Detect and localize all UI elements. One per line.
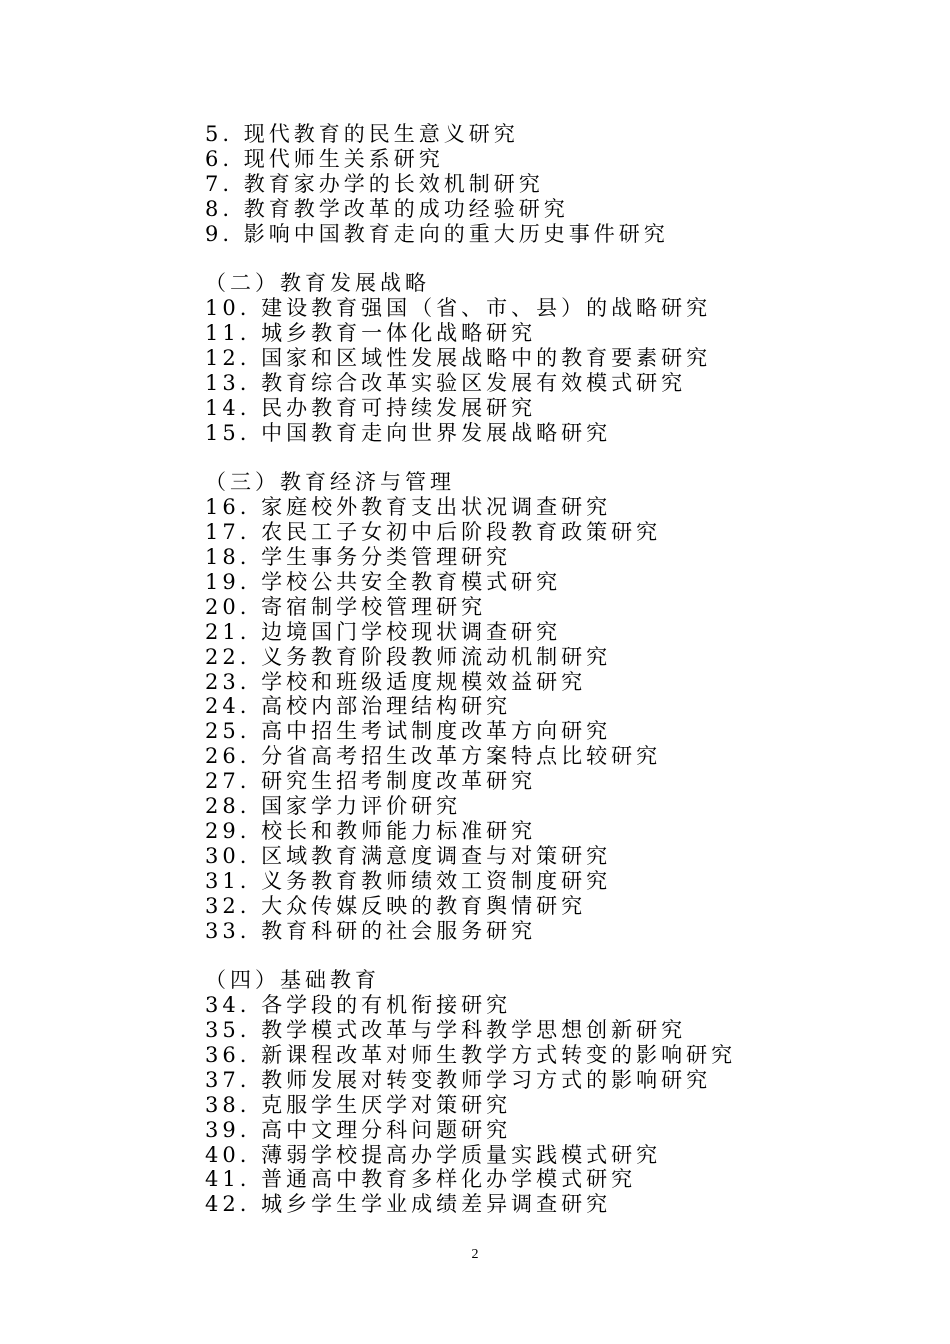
list-item: 36. 新课程改革对师生教学方式转变的影响研究	[205, 1042, 737, 1067]
list-item: 37. 教师发展对转变教师学习方式的影响研究	[205, 1067, 712, 1092]
section-spacer	[205, 446, 925, 471]
list-item: 14. 民办教育可持续发展研究	[205, 395, 537, 420]
list-item: 39. 高中文理分科问题研究	[205, 1117, 512, 1142]
list-item: 7. 教育家办学的长效机制研究	[205, 171, 544, 196]
list-item: 21. 边境国门学校现状调查研究	[205, 619, 562, 644]
list-item: 38. 克服学生厌学对策研究	[205, 1092, 512, 1117]
list-item: 19. 学校公共安全教育模式研究	[205, 570, 562, 595]
section-intro	[205, 122, 925, 246]
list-item: 11. 城乡教育一体化战略研究	[205, 321, 537, 346]
list-item: 25. 高中招生考试制度改革方向研究	[205, 719, 612, 744]
list-item: 34. 各学段的有机衔接研究	[205, 993, 512, 1018]
list-item: 33. 教育科研的社会服务研究	[205, 918, 537, 943]
list-item: 16. 家庭校外教育支出状况调查研究	[205, 495, 612, 520]
page-number: 2	[471, 1247, 479, 1262]
list-item: 6. 现代师生关系研究	[205, 146, 444, 171]
document-body	[205, 122, 925, 1217]
list-item: 32. 大众传媒反映的教育舆情研究	[205, 893, 587, 918]
section-spacer	[205, 246, 925, 271]
section-spacer	[205, 943, 925, 968]
section-heading: （二）教育发展战略	[205, 271, 430, 296]
list-item: 15. 中国教育走向世界发展战略研究	[205, 420, 612, 445]
list-item: 30. 区域教育满意度调查与对策研究	[205, 843, 612, 868]
list-item: 28. 国家学力评价研究	[205, 794, 462, 819]
list-item: 24. 高校内部治理结构研究	[205, 694, 512, 719]
section-education-development-strategy	[205, 271, 925, 445]
list-item: 22. 义务教育阶段教师流动机制研究	[205, 644, 612, 669]
section-education-economics-management	[205, 470, 925, 943]
list-item: 20. 寄宿制学校管理研究	[205, 594, 487, 619]
list-item: 18. 学生事务分类管理研究	[205, 545, 512, 570]
list-item: 9. 影响中国教育走向的重大历史事件研究	[205, 221, 669, 246]
list-item: 42. 城乡学生学业成绩差异调查研究	[205, 1192, 612, 1217]
list-item: 41. 普通高中教育多样化办学模式研究	[205, 1167, 637, 1192]
list-item: 23. 学校和班级适度规模效益研究	[205, 669, 587, 694]
list-item: 8. 教育教学改革的成功经验研究	[205, 196, 569, 221]
list-item: 17. 农民工子女初中后阶段教育政策研究	[205, 520, 662, 545]
list-item: 12. 国家和区域性发展战略中的教育要素研究	[205, 346, 712, 371]
list-item: 35. 教学模式改革与学科教学思想创新研究	[205, 1018, 687, 1043]
list-item: 40. 薄弱学校提高办学质量实践模式研究	[205, 1142, 662, 1167]
section-heading: （三）教育经济与管理	[205, 470, 455, 495]
section-basic-education	[205, 968, 925, 1217]
list-item: 27. 研究生招考制度改革研究	[205, 769, 537, 794]
list-item: 31. 义务教育教师绩效工资制度研究	[205, 868, 612, 893]
list-item: 29. 校长和教师能力标准研究	[205, 818, 537, 843]
list-item: 10. 建设教育强国（省、市、县）的战略研究	[205, 296, 712, 321]
section-heading: （四）基础教育	[205, 968, 380, 993]
list-item: 13. 教育综合改革实验区发展有效模式研究	[205, 370, 687, 395]
list-item: 26. 分省高考招生改革方案特点比较研究	[205, 744, 662, 769]
list-item: 5. 现代教育的民生意义研究	[205, 122, 519, 146]
